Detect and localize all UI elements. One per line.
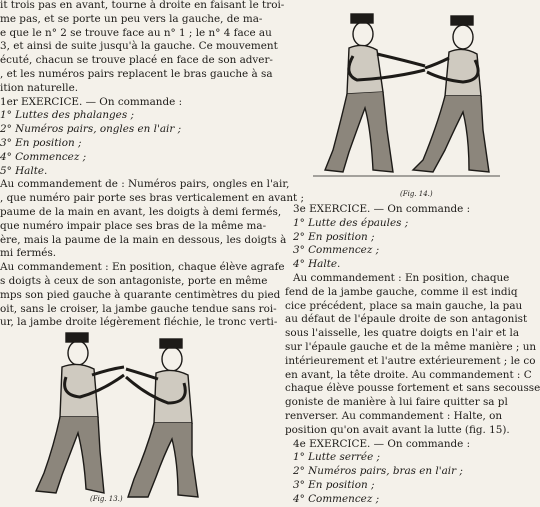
exercise-3-heading: 3e EXERCICE. — On commande : xyxy=(293,203,471,215)
text-line: écuté, chacun se trouve placé en face de son adver- xyxy=(0,54,273,67)
text-line: sur l'épaule gauche et de la même manière ; un xyxy=(285,340,537,353)
text-line: me pas, et se porte un peu vers la gauche, de ma- xyxy=(0,12,263,25)
exercise-4-item: 2° Numéros pairs, bras en l'air ; xyxy=(293,465,463,478)
figure-13-illustration xyxy=(0,325,282,502)
exercise-3-item: 1° Lutte des épaules ; xyxy=(293,216,409,229)
exercise-1-item: 3° En position ; xyxy=(0,136,82,149)
exercise-1-item: 1° Luttes des phalanges ; xyxy=(0,109,134,122)
text-line: renverser. Au commandement : Halte, on xyxy=(285,409,503,422)
text-line: cice précédent, place sa main gauche, la pau xyxy=(285,299,523,312)
exercise-1-item: 2° Numéros pairs, ongles en l'air ; xyxy=(0,123,182,136)
text-line: goniste de manière à lui faire quitter sa pl xyxy=(285,396,508,409)
text-line: que numéro impair place ses bras de la même ma- xyxy=(0,219,267,232)
exercise-1-heading: 1er EXERCICE. — On commande : xyxy=(0,95,183,108)
text-line: sous l'aisselle, les quatre doigts en l'air et la xyxy=(285,327,520,340)
exercise-4-item: 1° Lutte serrée ; xyxy=(293,451,381,464)
text-line: chaque élève pousse fortement et sans secousse xyxy=(285,382,540,395)
text-line: s doigts à ceux de son antagoniste, porte en même xyxy=(0,274,268,287)
left-column-text xyxy=(0,0,305,330)
exercise-4-heading: 4e EXERCICE. — On commande : xyxy=(293,437,471,450)
exercise-4-item: 4° Commencez ; xyxy=(293,492,380,505)
exercise-4-item: 3° En position ; xyxy=(293,478,375,491)
exercise-3-item: 3° Commencez ; xyxy=(293,244,380,257)
text-line: paume de la main en avant, les doigts à demi fermés, xyxy=(0,205,282,218)
text-line: e que le n° 2 se trouve face au n° 1 ; le n° 4 face au xyxy=(0,26,272,39)
text-line: ère, mais la paume de la main en dessous, les doigts à xyxy=(0,233,287,246)
exercise-3-item: 4° Halte. xyxy=(293,258,341,271)
text-line: en avant, la tête droite. Au commandement : C xyxy=(285,368,532,381)
figure-13-caption: (Fig. 13.) xyxy=(90,495,123,503)
text-line: au défaut de l'épaule droite de son antagonist xyxy=(285,313,528,326)
text-line: Au commandement : En position, chaque xyxy=(293,271,510,284)
text-line: Au commandement : En position, chaque élève agrafe xyxy=(0,261,285,274)
right-column-text xyxy=(285,0,540,505)
text-line: mi fermés. xyxy=(0,247,57,260)
text-line: , et les numéros pairs replacent le bras gauche à sa xyxy=(0,67,273,80)
text-line: ur, la jambe droite légèrement fléchie, le tronc verti- xyxy=(0,316,278,329)
text-line: mps son pied gauche à quarante centimètres du pied xyxy=(0,288,281,301)
text-line: , que numéro pair porte ses bras verticalement en avant ; xyxy=(0,192,305,205)
exercise-3-item: 2° En position ; xyxy=(293,230,375,243)
text-line: fend de la jambe gauche, comme il est indiq xyxy=(285,285,518,298)
text-line: Au commandement de : Numéros pairs, ongles en l'air, xyxy=(0,178,290,191)
text-line: position qu'on avait avant la lutte (fig. 15). xyxy=(285,423,510,436)
text-line: ition naturelle. xyxy=(0,81,79,94)
text-line: 3, et ainsi de suite jusqu'à la gauche. Ce mouvement xyxy=(0,40,278,53)
exercise-1-item: 5° Halte. xyxy=(0,164,48,177)
exercise-1-item: 4° Commencez ; xyxy=(0,150,87,163)
figure-14-caption: (Fig. 14.) xyxy=(400,190,433,198)
text-line: it trois pas en avant, tourne à droite en faisant le troi- xyxy=(0,0,285,11)
text-line: intérieurement et l'autre extérieurement ; le co xyxy=(285,354,536,367)
text-line: oit, sans le croiser, la jambe gauche tendue sans roi- xyxy=(0,302,277,315)
